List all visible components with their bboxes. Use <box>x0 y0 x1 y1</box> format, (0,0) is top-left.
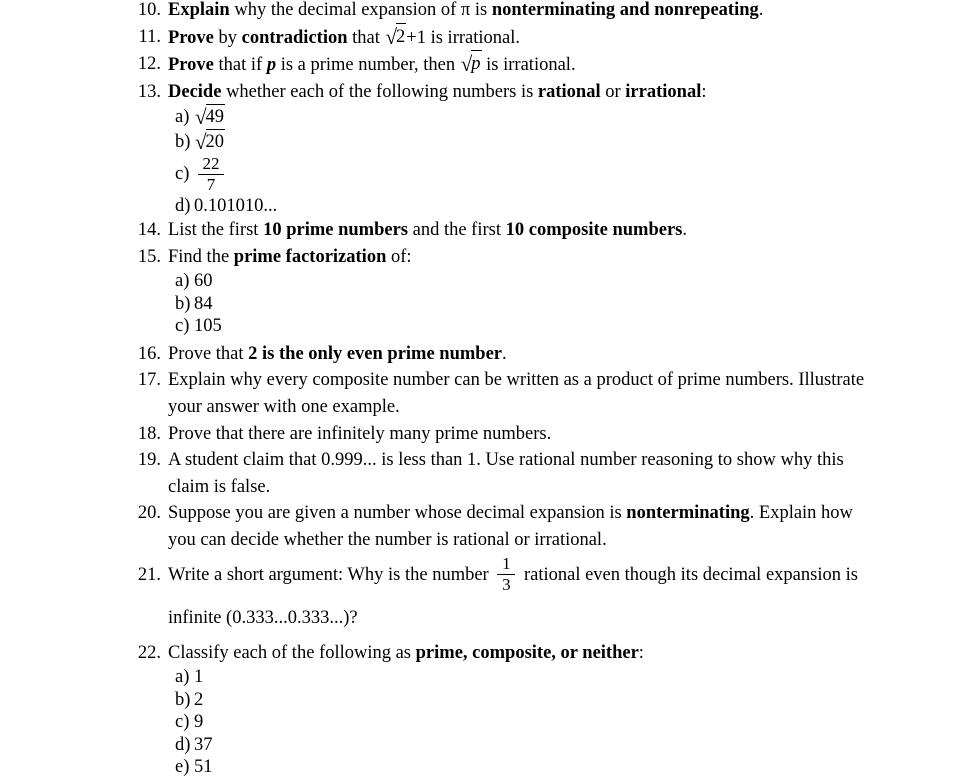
item-number: 15. <box>137 246 161 267</box>
subitem-15b <box>0 293 971 316</box>
radical-sign-icon: √ <box>460 52 473 77</box>
item-text: A student claim that 0.999... is less than 1. Use rational number reasoning to show why this claim is false. <box>168 450 844 497</box>
subitem-letter: c) <box>175 164 190 185</box>
bold-term: prime, composite, or neither <box>415 642 639 663</box>
text-run: Find the <box>168 246 234 267</box>
exercise-item-16 <box>0 341 971 368</box>
subitem-value: 9 <box>194 712 204 733</box>
item-number: 17. <box>137 370 161 391</box>
subitem-13b <box>0 130 971 155</box>
radicand: 49 <box>206 104 226 129</box>
bold-term: nonterminating <box>626 503 750 524</box>
square-root-expression <box>194 105 225 130</box>
text-run: that <box>347 27 385 48</box>
bold-term: rational <box>537 81 601 102</box>
bold-term: prime factorization <box>233 246 387 267</box>
text-run: Classify each of the following as <box>168 642 416 663</box>
text-run: . <box>758 0 764 20</box>
item-number: 19. <box>137 450 161 471</box>
radicand: p <box>471 50 481 78</box>
numerator: 22 <box>202 153 220 173</box>
numerator: 1 <box>502 553 511 573</box>
text-run: List the first <box>168 220 264 241</box>
subitem-value: 0.101010... <box>194 195 278 216</box>
subitem-letter: c) <box>175 316 190 337</box>
subitem-22d <box>0 734 971 757</box>
subitem-22c <box>0 711 971 734</box>
item-number: 11. <box>138 26 161 47</box>
subitem-letter: c) <box>175 712 190 733</box>
exercise-item-20 <box>0 500 971 553</box>
subitem-letter: a) <box>175 667 190 688</box>
text-run: : <box>701 81 707 102</box>
item-text <box>168 79 706 106</box>
exercise-item-10 <box>0 0 971 24</box>
exercise-item-15 <box>0 244 971 271</box>
text-run: that if <box>213 55 267 76</box>
square-root-expression <box>460 51 482 79</box>
subitem-13c <box>0 155 971 194</box>
subitem-letter: b) <box>175 293 191 314</box>
text-run: Suppose you are given a number whose decimal expansion is <box>168 503 627 524</box>
bold-term: contradiction <box>241 27 348 48</box>
exercise-item-12 <box>0 51 971 79</box>
text-run: or <box>600 81 626 102</box>
item-number: 14. <box>137 220 161 241</box>
radicand: 2 <box>396 23 406 51</box>
denominator: 7 <box>206 174 216 194</box>
item-number: 22. <box>137 642 161 663</box>
text-run: and the first <box>407 220 506 241</box>
item-text <box>168 341 507 368</box>
subitem-15a <box>0 270 971 293</box>
item-text <box>168 500 868 553</box>
bold-term: 2 is the only even prime number <box>248 343 503 364</box>
bold-term: Prove <box>168 55 214 76</box>
radical-sign-icon: √ <box>195 130 207 155</box>
exercise-item-22 <box>0 640 971 667</box>
item-number: 10. <box>137 0 161 20</box>
subitem-letter: d) <box>175 734 191 755</box>
variable-p: p <box>266 55 277 76</box>
radical-sign-icon: √ <box>195 105 207 130</box>
item-text <box>168 217 687 244</box>
subitem-value: 105 <box>194 316 222 337</box>
subitem-letter: b) <box>175 689 191 710</box>
item-text <box>168 244 412 271</box>
bold-term: 10 prime numbers <box>263 220 408 241</box>
subitem-letter: e) <box>175 757 190 778</box>
text-run: Write a short argument: Why is the number <box>168 564 494 585</box>
square-root-expression <box>385 24 407 52</box>
subitem-letter: b) <box>175 132 191 153</box>
item-number: 13. <box>137 81 161 102</box>
text-run: : <box>638 642 644 663</box>
subitem-22e <box>0 756 971 779</box>
text-run: Prove that <box>168 343 249 364</box>
subitem-value <box>194 130 225 155</box>
item-number: 20. <box>137 503 161 524</box>
text-run: is irrational. <box>425 27 520 48</box>
text-run: rational even though its decimal expansion is infinite (0.333...0.333...)? <box>168 564 858 628</box>
fraction-22-over-7 <box>198 155 224 194</box>
subitem-value <box>194 155 228 194</box>
subitem-value: 60 <box>194 271 213 292</box>
exercise-item-13 <box>0 79 971 106</box>
text-run: . <box>502 343 507 364</box>
item-number: 16. <box>137 343 161 364</box>
item-text <box>168 640 644 667</box>
radical-sign-icon: √ <box>385 24 398 49</box>
subitem-13d <box>0 195 971 218</box>
exercise-item-14 <box>0 217 971 244</box>
subitem-22a <box>0 666 971 689</box>
item-text: Prove that there are infinitely many prime numbers. <box>168 423 552 444</box>
item-number: 18. <box>137 423 161 444</box>
text-run: . <box>682 220 688 241</box>
subitem-13a <box>0 105 971 130</box>
subitem-value: 51 <box>194 757 213 778</box>
denominator: 3 <box>502 574 511 594</box>
text-run: +1 <box>406 27 426 48</box>
subitem-value <box>194 105 225 130</box>
exercise-item-11 <box>0 24 971 52</box>
text-run: is irrational. <box>481 55 576 76</box>
subitem-letter: d) <box>175 195 191 216</box>
item-text <box>168 0 763 24</box>
exercise-item-19 <box>0 447 971 500</box>
bold-term: nonterminating and nonrepeating <box>491 0 759 20</box>
exercise-item-17 <box>0 367 971 420</box>
text-run: of: <box>386 246 412 267</box>
subitem-value: 2 <box>194 689 204 710</box>
bold-term: 10 composite numbers <box>505 220 683 241</box>
bold-term: Explain <box>168 0 230 20</box>
square-root-expression <box>194 130 225 155</box>
item-text <box>168 51 576 79</box>
fraction-1-over-3 <box>497 555 515 594</box>
subitem-letter: a) <box>175 271 190 292</box>
subitem-15c <box>0 315 971 338</box>
text-run: why the decimal expansion of π is <box>229 0 492 20</box>
item-text: Explain why every composite number can be written as a product of prime numbers. Illustrate your answer with one example. <box>168 370 865 417</box>
text-run: is a prime number, then <box>276 55 460 76</box>
bold-term: Decide <box>168 81 222 102</box>
bold-term: Prove <box>168 27 214 48</box>
subitem-value: 1 <box>194 667 204 688</box>
item-number: 21. <box>137 564 161 585</box>
text-run: whether each of the following numbers is <box>221 81 538 102</box>
exercise-item-18 <box>0 421 971 448</box>
item-text <box>168 554 868 640</box>
bold-term: irrational <box>625 81 702 102</box>
subitem-letter: a) <box>175 107 190 128</box>
subitem-value: 84 <box>194 293 213 314</box>
subitem-22b <box>0 689 971 712</box>
item-text <box>168 24 520 52</box>
exercise-item-21 <box>0 554 971 640</box>
item-number: 12. <box>137 54 161 75</box>
text-run: by <box>213 27 242 48</box>
radicand: 20 <box>206 129 226 154</box>
subitem-value: 37 <box>194 734 213 755</box>
text-run: . Explain how you can decide whether the number is rational or irrational. <box>168 503 853 550</box>
